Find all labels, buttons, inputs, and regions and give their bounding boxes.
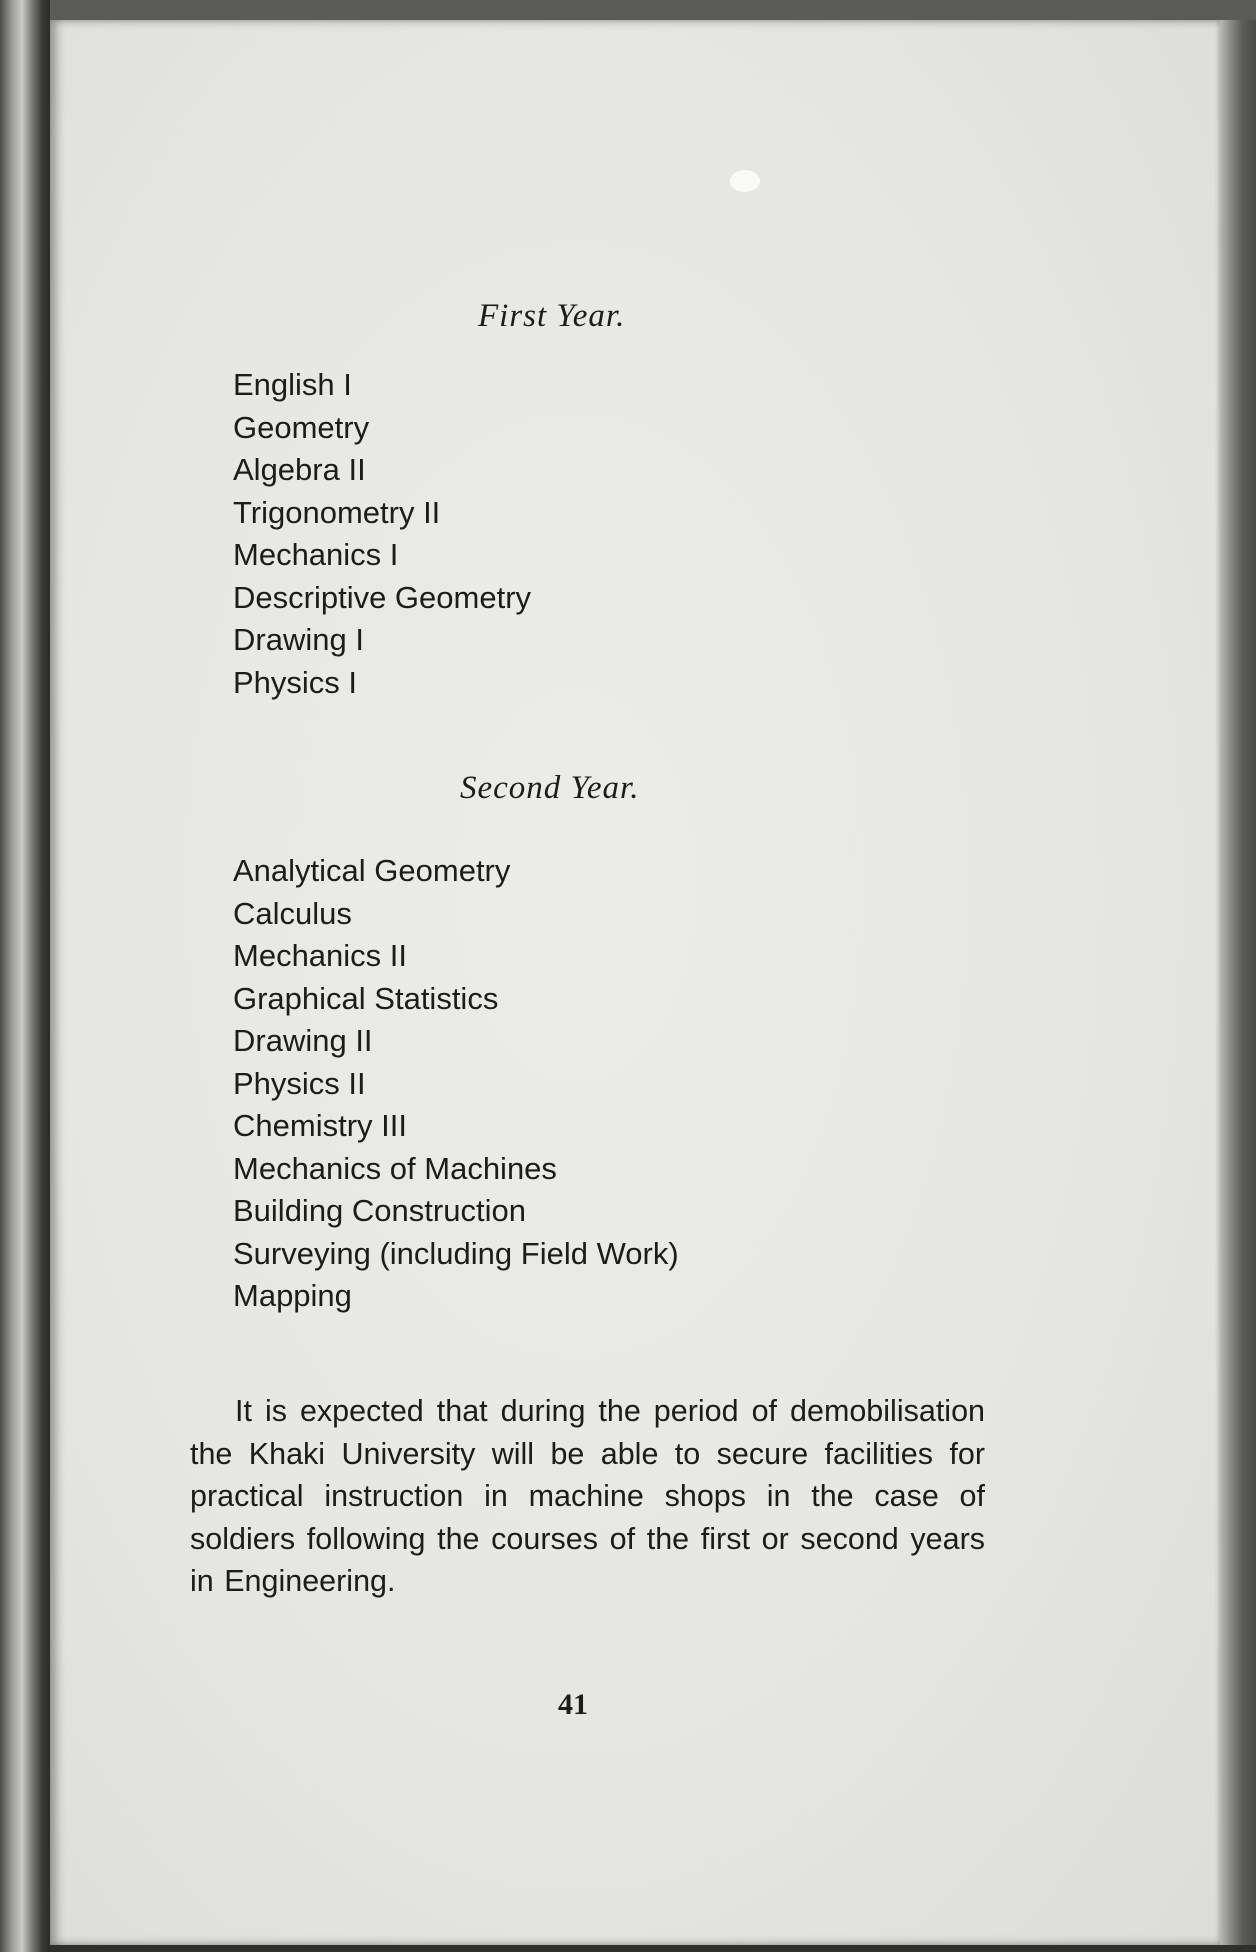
course-item: Chemistry III (233, 1108, 407, 1143)
first-year-heading: First Year. (478, 298, 626, 334)
course-item: Mapping (233, 1278, 352, 1313)
course-item: Building Construction (233, 1193, 526, 1228)
course-item: English I (233, 367, 352, 402)
course-item: Physics II (233, 1065, 366, 1101)
first-year-course-list (233, 364, 531, 704)
page-number: 41 (558, 1688, 588, 1721)
course-item: Analytical Geometry (233, 853, 511, 888)
course-item: Graphical Statistics (233, 980, 499, 1016)
course-item: Mechanics I (233, 537, 399, 572)
second-year-course-list (233, 850, 679, 1318)
course-item: Surveying (including Field Work) (233, 1235, 679, 1271)
course-item: Mechanics of Machines (233, 1150, 557, 1186)
course-item: Descriptive Geometry (233, 579, 532, 615)
course-item: Algebra II (233, 452, 366, 487)
course-item: Mechanics II (233, 938, 408, 973)
course-item: Calculus (233, 895, 352, 931)
course-item: Drawing II (233, 1023, 373, 1058)
course-item: Trigonometry II (233, 494, 441, 530)
course-item: Physics I (233, 664, 358, 700)
second-year-heading: Second Year. (460, 770, 640, 806)
engineering-note-paragraph: It is expected that during the period of demobilisation the Khaki University will be able to secure facilities for practical instruction in machine shops in the case of soldiers following the courses of the first or second years in Engineering. (190, 1394, 985, 1599)
course-item: Drawing I (233, 622, 364, 657)
course-item: Geometry (233, 409, 370, 445)
